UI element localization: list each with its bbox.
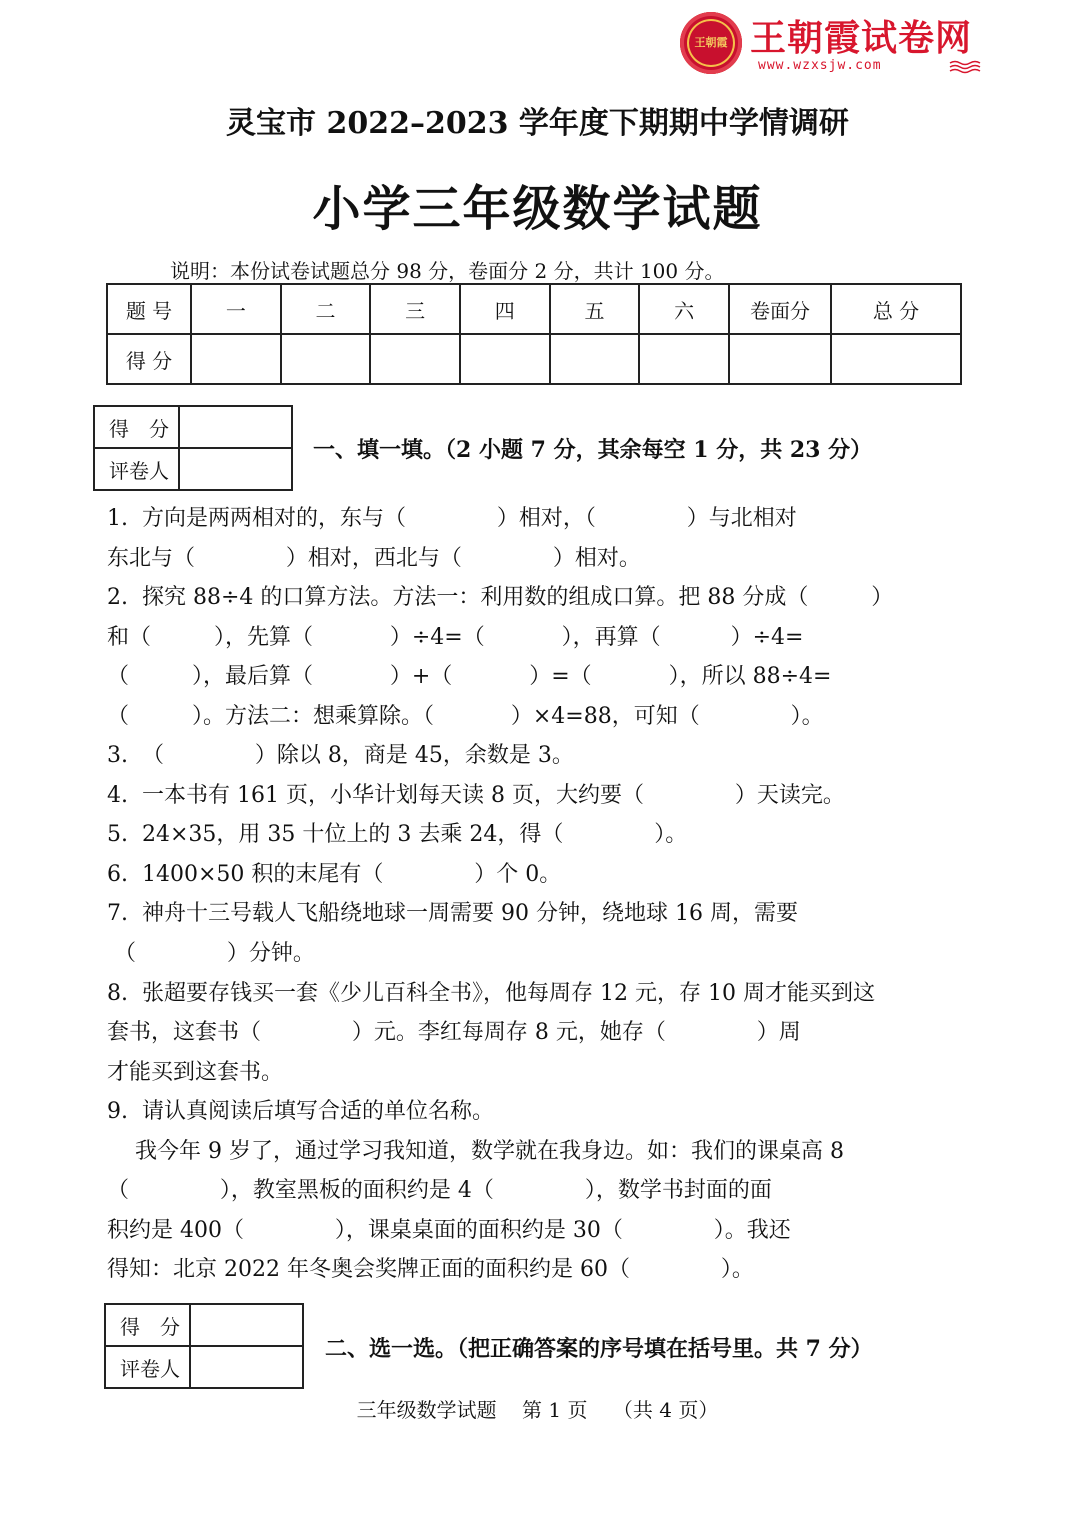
question-line: （ ），最后算（ ）+（ ）=（ ），所以 88÷4= [107,664,832,689]
grader-reviewer-label: 评卷人 [94,448,179,490]
grader-reviewer-cell[interactable] [179,448,292,490]
brand-url: www.wzxsjw.com [758,58,882,73]
question-line: 套书，这套书（ ）元。李红每周存 8 元，她存（ ）周 [107,1020,801,1045]
score-table-header-row [107,284,961,334]
header-cell: 三 [370,284,460,334]
exam-title: 灵宝市 2022–2023 学年度下期期中学情调研 [226,106,849,141]
grader-box-2 [104,1303,304,1389]
brand-seal-icon: 王朝霞 [680,12,742,74]
score-cell[interactable] [191,334,281,384]
grader-score-cell[interactable] [190,1304,303,1346]
page-footer: 三年级数学试题 第 1 页 （共 4 页） [356,1398,719,1422]
grader-score-label: 得 分 [105,1304,190,1346]
header-cell: 五 [550,284,640,334]
question-line: 8. 张超要存钱买一套《少儿百科全书》，他每周存 12 元，存 10 周才能买到这 [107,981,875,1006]
header-cell: 总 分 [831,284,961,334]
header-cell: 题 号 [107,284,191,334]
exam-note: 说明：本份试卷试题总分 98 分，卷面分 2 分，共计 100 分。 [170,259,725,283]
question-line: （ ）。方法二：想乘算除。（ ）×4=88，可知（ ）。 [107,704,824,729]
header-cell: 一 [191,284,281,334]
score-table [106,283,962,385]
row-label: 得 分 [107,334,191,384]
question-line: （ ）分钟。 [107,941,315,966]
question-line: 7. 神舟十三号载人飞船绕地球一周需要 90 分钟，绕地球 16 周，需要 [107,901,798,926]
score-cell[interactable] [729,334,831,384]
section-2-title: 二、选一选。（把正确答案的序号填在括号里。共 7 分） [325,1336,873,1362]
section-1-title: 一、填一填。（2 小题 7 分，其余每空 1 分，共 23 分） [313,437,873,463]
question-line: 东北与（ ）相对，西北与（ ）相对。 [107,546,641,571]
question-line: 2. 探究 88÷4 的口算方法。方法一：利用数的组成口算。把 88 分成（ ） [107,585,894,610]
question-line: 才能买到这套书。 [107,1060,284,1085]
question-line: （ ），教室黑板的面积约是 4（ ），数学书封面的面 [107,1178,772,1203]
question-line: 积约是 400（ ），课桌桌面的面积约是 30（ ）。我还 [107,1218,791,1243]
exam-subtitle: 小学三年级数学试题 [312,181,763,237]
brand-logo [680,10,990,76]
header-cell: 六 [639,284,729,334]
grader-score-cell[interactable] [179,406,292,448]
question-line: 我今年 9 岁了，通过学习我知道，数学就在我身边。如：我们的课桌高 8 [107,1139,844,1164]
question-line: 6. 1400×50 积的末尾有（ ）个 0。 [107,862,562,887]
question-line: 3. （ ）除以 8，商是 45，余数是 3。 [107,743,574,768]
question-line: 1. 方向是两两相对的，东与（ ）相对，（ ）与北相对 [107,506,797,531]
question-line: 4. 一本书有 161 页，小华计划每天读 8 页，大约要（ ）天读完。 [107,783,845,808]
score-cell[interactable] [460,334,550,384]
header-cell: 四 [460,284,550,334]
grader-score-label: 得 分 [94,406,179,448]
question-line: 和（ ），先算（ ）÷4=（ ），再算（ ）÷4= [107,625,804,650]
grader-reviewer-cell[interactable] [190,1346,303,1388]
score-cell[interactable] [550,334,640,384]
score-cell[interactable] [831,334,961,384]
grader-box-1 [93,405,293,491]
score-cell[interactable] [281,334,371,384]
header-cell: 二 [281,284,371,334]
score-cell[interactable] [370,334,460,384]
question-line: 5. 24×35，用 35 十位上的 3 去乘 24，得（ ）。 [107,822,688,847]
wave-decoration-icon [948,60,988,74]
grader-reviewer-label: 评卷人 [105,1346,190,1388]
brand-name: 王朝霞试卷网 [750,18,973,59]
score-cell[interactable] [639,334,729,384]
score-table-score-row [107,334,961,384]
header-cell: 卷面分 [729,284,831,334]
question-line: 9. 请认真阅读后填写合适的单位名称。 [107,1099,494,1124]
question-line: 得知：北京 2022 年冬奥会奖牌正面的面积约是 60（ ）。 [107,1257,754,1282]
